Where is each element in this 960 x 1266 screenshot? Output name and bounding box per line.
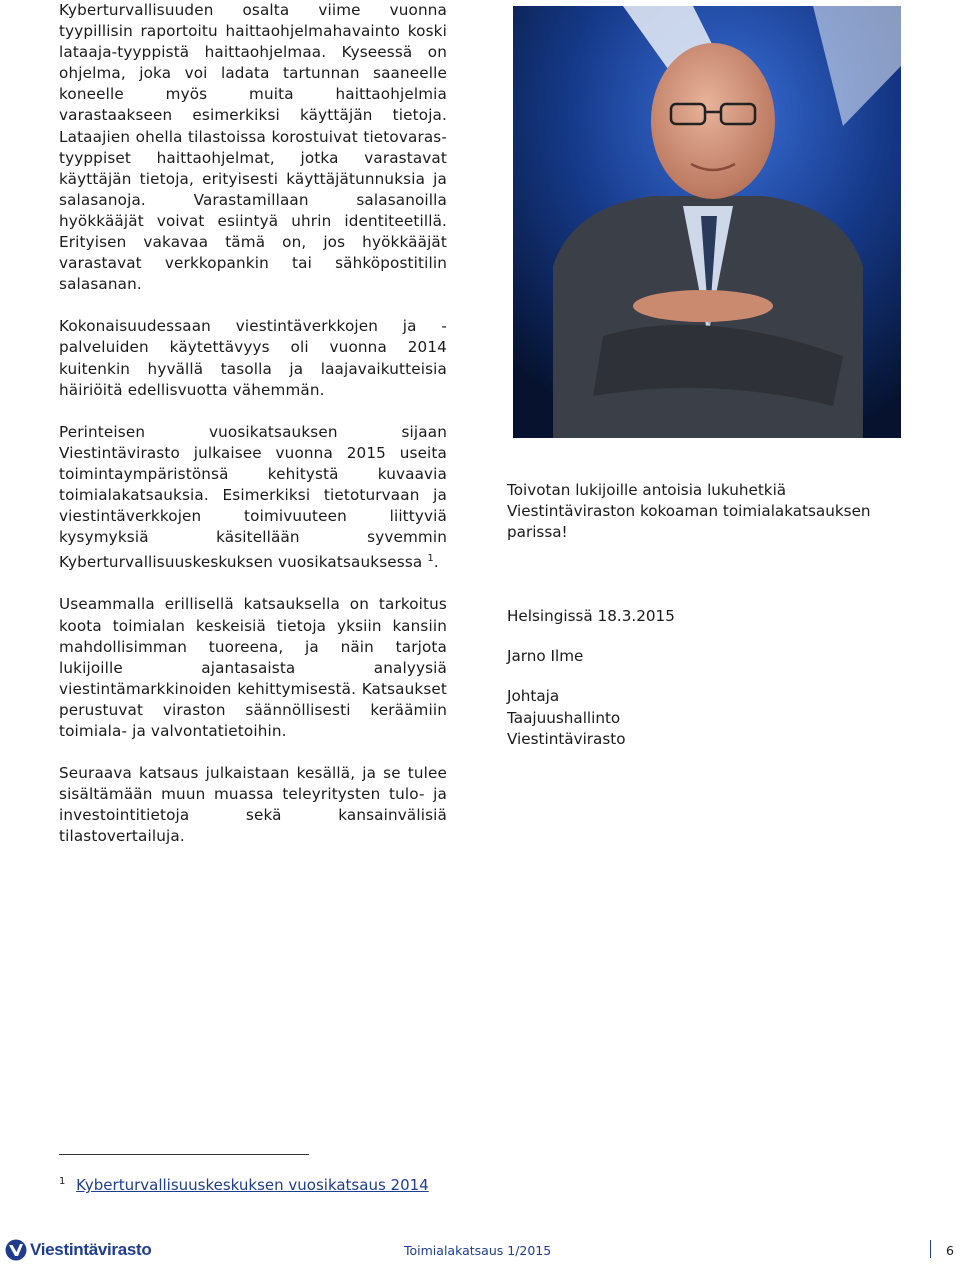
- footnote-number: 1: [59, 1176, 66, 1187]
- paragraph-next-review: Seuraava katsaus julkaistaan kesällä, ja se tulee sisältämään muun muassa teleyritysten tulo- ja investointitietoja sekä kansainvälisiä tilastovertailuja.: [59, 764, 447, 846]
- signature-title: [507, 686, 907, 749]
- main-text-column: [59, 0, 447, 868]
- paragraph-purpose: Useammalla erillisellä katsauksella on tarkoitus koota toimialan keskeisiä tietoja yksiin kansiin mahdollisimman tuoreena, ja näin tarjota lukijoille ajantasaista analyysiä viestintämarkkinoiden kehittymisestä. Katsaukset perustuvat viraston säännöllisesti keräämiin toimiala- ja valvontatietoihin.: [59, 595, 447, 740]
- footnote-link[interactable]: Kyberturvallisuuskeskuksen vuosikatsaus 2014: [76, 1176, 429, 1194]
- footer-divider: [930, 1240, 931, 1258]
- signature-title-line: Johtaja: [507, 687, 560, 706]
- signature-title-line: Taajuushallinto: [507, 708, 621, 727]
- paragraph-end-period: .: [433, 553, 439, 572]
- paragraph-reviews-text: Perinteisen vuosikatsauksen sijaan Viestintävirasto julkaisee vuonna 2015 useita toimintaympäristönsä kehitystä kuvaavia toimialakatsauksia. Esimerkiksi tietoturvaan ja viestintäverkkojen toimivuuteen liittyviä kysymyksiä käsitellään syvemmin Kyberturvallisuuskeskuksen vuosikatsauksessa: [59, 422, 447, 572]
- signature-title-line: Viestintävirasto: [507, 729, 626, 748]
- footnote: [59, 1172, 429, 1195]
- paragraph-malware: Kyberturvallisuuden osalta viime vuonna tyypillisin raportoitu haittaohjelmahavainto koski lataaja-tyyppistä haittaohjelmaa. Kyseessä on ohjelma, joka voi ladata tartunnan saaneelle koneelle myös muita haittaohjelmia varastaakseen esimerkiksi käyttäjän tietoja. Lataajien ohella tilastoissa korostuivat tietovaras-tyyppiset haittaohjelmat, jotka varastavat käyttäjän tietoja, erityisesti käyttäjätunnuksia ja salasanoja. Varastamillaan salasanoilla hyökkääjät voivat esiintyä uhrin identiteetillä. Erityisen vakavaa tämä on, jos hyökkääjät varastavat verkkopankin tai sähköpostitilin salasanan.: [59, 1, 447, 294]
- logo-wordmark: Viestintävirasto: [30, 1240, 152, 1259]
- footnote-reference[interactable]: 1: [427, 553, 434, 565]
- paragraph-availability: Kokonaisuudessaan viestintäverkkojen ja -palveluiden käytettävyys oli vuonna 2014 kuitenkin hyvällä tasolla ja laajavaikutteisia häiriöitä edellisvuotta vähemmän.: [59, 317, 447, 399]
- page-number: 6: [946, 1243, 954, 1258]
- agency-logo: [5, 1238, 152, 1262]
- closing-column: [507, 480, 907, 750]
- director-portrait-photo: [513, 6, 901, 438]
- signature-name: Jarno Ilme: [507, 647, 584, 666]
- logo-emblem-icon: [5, 1239, 27, 1261]
- closing-wish: Toivotan lukijoille antoisia lukuhetkiä Viestintäviraston kokoaman toimialakatsauksen parissa!: [507, 481, 871, 542]
- paragraph-reviews: [59, 422, 447, 574]
- footnote-divider: [59, 1154, 309, 1155]
- place-and-date: Helsingissä 18.3.2015: [507, 607, 675, 626]
- portrait-illustration: [513, 6, 901, 438]
- publication-name: Toimialakatsaus 1/2015: [404, 1243, 552, 1258]
